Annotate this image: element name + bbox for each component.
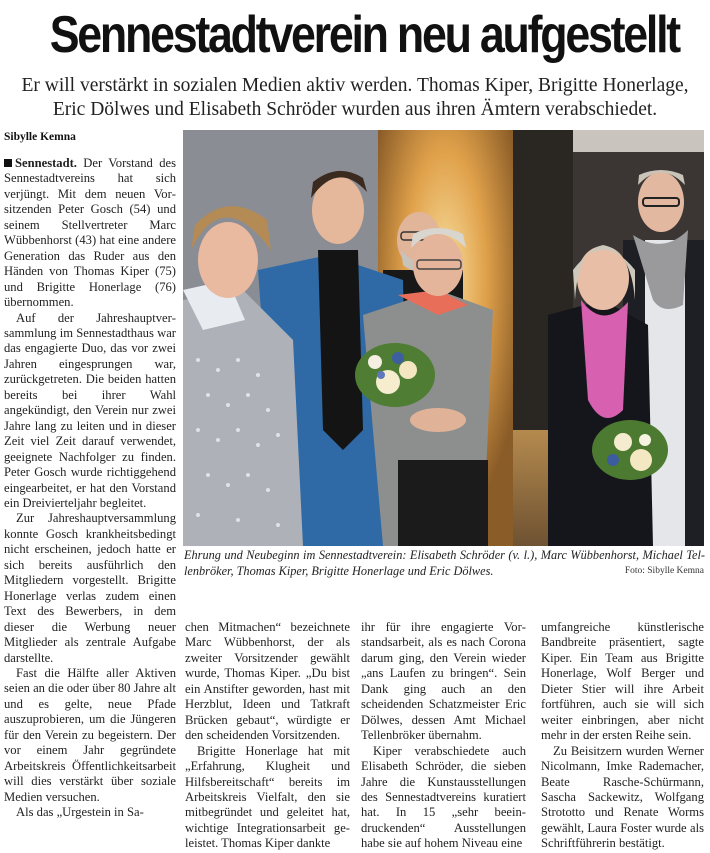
subheadline xyxy=(0,74,710,122)
flower-bouquet-right xyxy=(592,420,668,480)
article-paragraph xyxy=(4,156,176,311)
group-photo xyxy=(183,130,704,546)
article-paragraph: Zu Beisitzern wurden Werner Nicolmann, Imke Rademacher, Beate Rasche-Schürmann, Sascha Sackewitz, Wolfgang Strototto und Renate Worms gewählt, Laura Foster wurde als Schriftführerin bestätigt. xyxy=(541,743,704,851)
article-column-3 xyxy=(361,620,526,852)
article-column-2 xyxy=(185,620,350,852)
author-byline: Sibylle Kemna xyxy=(4,131,76,143)
article-paragraph: Auf der Jahreshauptversammlung im Sennestadthaus war das engagierte Duo, das vor zwei Jahren eingesprungen war, zurückgetreten. Die beiden hatten bereits bei ihrer Wahl angekündigt, den Verein nur zwei Jahre lang zu leiten und in dieser Zeit viel Zeit darauf verwendet, geeignete Nachfolger zu finden. Peter Gosch wurde richtiggehend eingearbeitet, er hat den Vorstand ein Dreivierteljahr begleitet. xyxy=(4,310,176,510)
photo-caption: Ehrung und Neubeginn im Sennestadtverein: Elisabeth Schröder (v. l.), Marc Wübbenhorst, Michael Tellenbröker, Thomas Kiper, Brigitte Honerlage und Eric Dölwes. xyxy=(184,548,705,578)
subheadline-line-1: Er will verstärkt in sozialen Medien aktiv werden. Thomas Kiper, Brigitte Honerlage, xyxy=(21,75,689,96)
article-paragraph: ihr für ihre engagierte Vorstandsarbeit, als es nach Corona darum ging, den Verein wieder „ans Laufen zu bringen“. Sein Dank ging auch an den scheidenden Schatzmeister Eric Dölwes, dessen Amt Michael Tellenbröker übernahm. xyxy=(361,620,526,743)
ceiling xyxy=(573,130,704,152)
article-column-4 xyxy=(541,620,704,852)
article-paragraph: umfangreiche künstlerische Bandbreite präsentiert, sagte Kiper. Ein Team aus Brigitte Honerlage, Wolf Berger und Dieter Stier will ihre Arbeit fortführen, auch sie will sich weiter einbringen, aber nicht mehr in der ersten Reihe sein. xyxy=(541,620,704,743)
subheadline-line-2: Eric Dölwes und Elisabeth Schröder wurden aus ihren Ämtern verabschiedet. xyxy=(52,99,658,120)
article-paragraph: Fast die Hälfte aller Aktiven seien an die oder über 80 Jahre alt und es gelte, neue Pfade auszuprobieren, um die Jüngeren für den Verein zu begeistern. Der vor einem Jahr gegründete Arbeitskreis Öffentlichkeitsarbeit will dies verstärkt über soziale Medien versuchen. xyxy=(4,665,176,804)
photo-credit: Foto: Sibylle Kemna xyxy=(624,566,704,576)
article-paragraph: Kiper verabschiedete auch Elisabeth Schröder, die sieben Jahre die Kunstausstellungen des Sennestadtvereins kuratiert hat. In 15 „sehr beeindruckenden“ Ausstellungen habe sie auf hohem Niveau eine xyxy=(361,743,526,851)
article-paragraph: Brigitte Honerlage hat mit „Erfahrung, Klugheit und Hilfsbereitschaft“ bereits im Arbeitskreis Vielfalt, den sie mitbegründet und geleitet hat, wichtige Integrationsarbeit geleistet. Thomas Kiper dankte xyxy=(185,743,350,851)
photo-illustration xyxy=(183,130,704,546)
article-paragraph: Als das „Urgestein in Sa- xyxy=(16,805,144,820)
paragraph-text: Der Vorstand des Sennestadtvereins hat sich verjüngt. Mit dem neuen Vorsitzenden Peter Gosch (54) und seinem Stellvertreter Marc Wübbenhorst (43) hat eine andere Generation das Ruder aus den Händen von Thomas Kiper (75) und Brigitte Honerlage (76) übernommen. xyxy=(4,156,176,310)
headline: Sennestadtverein neu aufgestellt xyxy=(49,6,679,64)
article-paragraph: Zur Jahreshauptversammlung konnte Gosch krankheitsbedingt nicht erscheinen, jedoch hatte er sich bereits ausführlich den Mitgliedern vorgestellt. Brigitte Honerlage verlas zudem einen Text des Bewerbers, in dem dieser die Werbung neuer Mitglieder als zentrale Aufgabe darstellte. xyxy=(4,511,176,665)
article-column-1 xyxy=(4,156,176,820)
dateline: Sennestadt. xyxy=(15,156,77,170)
flower-bouquet-left xyxy=(355,343,435,407)
article-paragraph: chen Mitmachen“ bezeichnete Marc Wübbenhorst, der als zweiter Vorsitzender gewählt wurde, Thomas Kiper. „Du bist ein Anstifter geworden, hast mit Herzblut, Ideen und Tatkraft Brücken gebaut“, würdigte er den scheidenden Vorsitzenden. xyxy=(185,620,350,743)
square-bullet-icon xyxy=(4,159,12,167)
